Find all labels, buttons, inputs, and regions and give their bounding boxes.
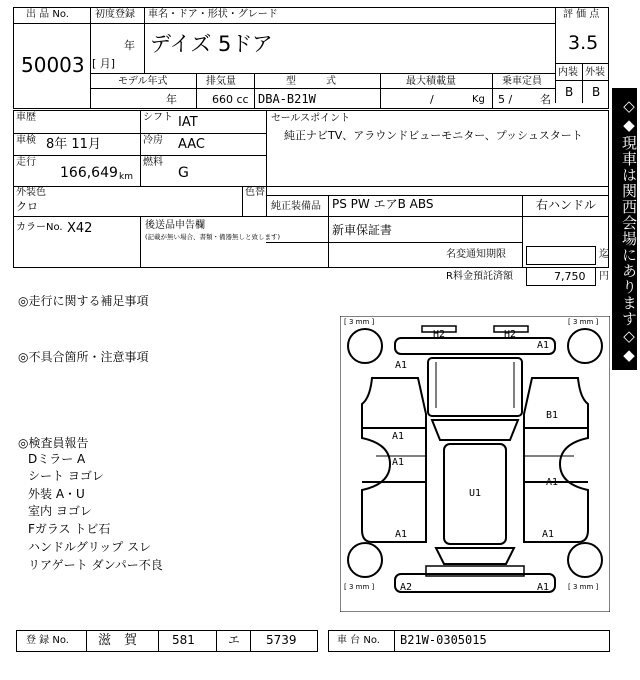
recycle-unit: 円: [599, 271, 609, 282]
car-name: デイズ 5ドア: [150, 32, 273, 56]
lot-label: 出 品 No.: [26, 9, 69, 20]
rating-value: 3.5: [568, 32, 599, 54]
inspector-title: ◎検査員報告: [18, 436, 89, 450]
color-no-label: カラーNo.: [16, 222, 63, 233]
registration-label: 登 録 No.: [26, 635, 69, 646]
docs-value: 新車保証書: [332, 223, 393, 237]
capacity-value: 5 /: [498, 93, 513, 106]
docs-label: 後送品申告欄: [145, 220, 205, 231]
inspector-line: シート ヨゴレ: [28, 469, 104, 483]
first-reg-month: [ 月]: [92, 57, 116, 70]
hood: [428, 358, 522, 416]
registration-kana: エ: [228, 633, 241, 647]
fuel-label: 燃料: [143, 157, 163, 168]
tire-tread-rear-left: [ 3 mm ]: [344, 583, 375, 591]
docs-note: (記載が無い場合、書類・備器無しと致します): [145, 233, 281, 241]
ext-color-value: クロ: [16, 200, 38, 213]
steering-value: 右ハンドル: [536, 198, 597, 212]
damage-mark: A1: [542, 529, 555, 540]
wheel-front-right: [568, 329, 602, 363]
capacity-unit: 名: [540, 93, 551, 106]
color-no-value: X42: [67, 221, 93, 236]
right-side-panels: [524, 378, 588, 542]
damage-mark: A1: [392, 457, 405, 468]
inspector-line: 外装 A・U: [28, 487, 85, 501]
registration-area: 滋 賀: [98, 633, 138, 648]
damage-mark: H2: [504, 329, 517, 340]
recycle-label: R料金預託済額: [446, 271, 513, 282]
inspector-line: 室内 ヨゴレ: [28, 504, 92, 518]
displacement-value: 660 cc: [212, 93, 249, 106]
max-load-label: 最大積載量: [406, 76, 456, 87]
exterior-grade: B: [592, 85, 601, 99]
damage-mark: A2: [400, 582, 413, 593]
fuel-value: G: [178, 165, 189, 181]
shift-value: IAT: [178, 115, 198, 130]
rear-window: [436, 548, 514, 564]
inspector-line: リアゲート ダンパー不良: [28, 558, 163, 572]
equipment-value: PS PW エアB ABS: [332, 197, 434, 211]
ac-label: 冷房: [143, 135, 163, 146]
model-year-unit: 年: [166, 93, 177, 106]
windshield: [432, 420, 518, 440]
displacement-label: 排気量: [206, 76, 236, 87]
mileage-value: 166,649: [60, 165, 118, 181]
tire-tread-front-left: [ 3 mm ]: [344, 318, 375, 326]
lot-number: 50003: [21, 53, 85, 77]
mileage-unit: km: [119, 172, 133, 182]
inspection-value: 8年 11月: [46, 137, 101, 152]
name-change-label: 名変通知期限: [446, 249, 506, 260]
interior-label: 内装: [558, 67, 578, 78]
first-reg-year: 年: [124, 39, 135, 52]
tire-tread-rear-right: [ 3 mm ]: [568, 583, 599, 591]
shift-label: シフト: [143, 112, 173, 123]
wheel-front-left: [348, 329, 382, 363]
interior-grade: B: [565, 85, 574, 99]
ext-color-label: 外装色: [16, 187, 46, 198]
chassis-label: 車 台 No.: [337, 635, 380, 646]
supplement-title: ◎走行に関する補足事項: [18, 294, 149, 308]
chassis-number: B21W-0305015: [400, 633, 487, 647]
exterior-label: 外装: [585, 67, 605, 78]
model-year-label: モデル年式: [118, 76, 168, 87]
name-change-box: [526, 246, 596, 265]
sales-point-label: セールスポイント: [271, 113, 351, 124]
max-load-value: /: [430, 93, 434, 106]
name-change-unit: 迄: [599, 249, 609, 260]
inspector-line: ハンドルグリップ スレ: [28, 540, 152, 554]
wheel-rear-left: [348, 543, 382, 577]
type-value: DBA-B21W: [258, 92, 316, 106]
defects-title: ◎不具合箇所・注意事項: [18, 350, 149, 364]
damage-mark: A1: [537, 582, 550, 593]
history-label: 車歴: [16, 112, 36, 123]
ac-value: AAC: [178, 137, 205, 152]
inspector-line: Fガラス トビ石: [28, 522, 111, 536]
recycle-value: 7,750: [554, 270, 586, 283]
car-name-label: 車名・ドア・形状・グレード: [148, 9, 278, 20]
sales-point-text: 純正ナビTV、アラウンドビューモニター、プッシュスタート: [284, 129, 583, 142]
capacity-label: 乗車定員: [502, 76, 542, 87]
inspection-label: 車検: [16, 135, 36, 146]
tire-tread-front-right: [ 3 mm ]: [568, 318, 599, 326]
damage-mark: H2: [433, 329, 446, 340]
inspector-line: Dミラー A: [28, 452, 86, 466]
color-change-label: 色替: [245, 187, 265, 198]
front-bumper: [395, 338, 555, 354]
type-label: 型 式: [286, 76, 336, 87]
damage-mark: U1: [469, 488, 482, 499]
first-reg-label: 初度登録: [95, 9, 135, 20]
equipment-label: 純正装備品: [271, 201, 321, 212]
car-damage-diagram: [340, 316, 610, 612]
damage-mark: A1: [546, 477, 559, 488]
damage-mark: B1: [546, 410, 559, 421]
registration-number: 5739: [266, 633, 297, 647]
damage-mark: A1: [537, 340, 550, 351]
max-load-unit: Kg: [472, 94, 485, 105]
damage-mark: A1: [395, 360, 408, 371]
mileage-label: 走行: [16, 157, 36, 168]
rating-label: 評 価 点: [563, 9, 600, 20]
registration-class: 581: [172, 633, 195, 647]
venue-notice-banner: ◇◆現車は関西会場にあります◇◆: [612, 88, 637, 370]
damage-mark: A1: [392, 431, 405, 442]
wheel-rear-right: [568, 543, 602, 577]
damage-mark: A1: [395, 529, 408, 540]
